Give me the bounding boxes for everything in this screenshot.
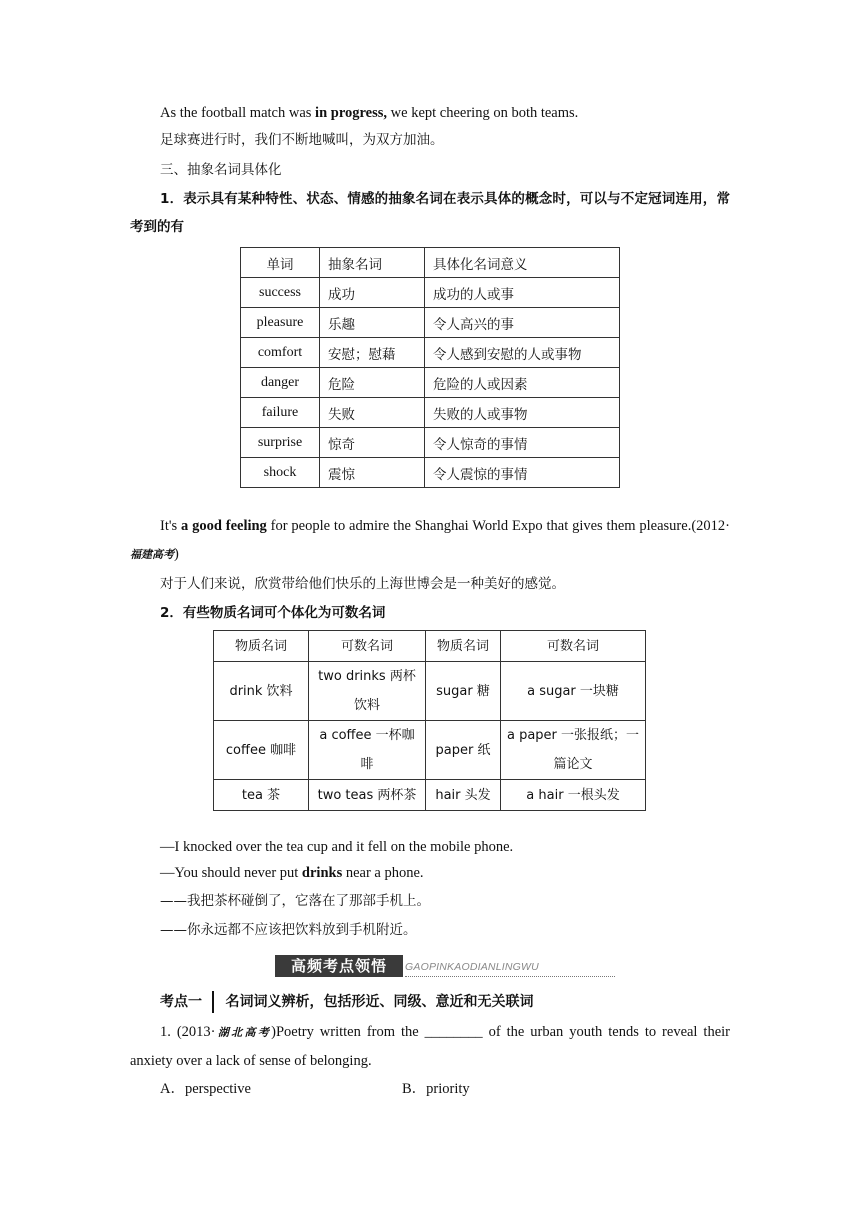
table-cell: pleasure — [241, 308, 320, 338]
abstract-noun-table — [240, 247, 620, 488]
table-cell: paper 纸 — [426, 721, 501, 780]
table-row — [241, 368, 620, 398]
text: —You should never put — [160, 865, 302, 881]
dialogue-line-4: ——你永远都不应该把饮料放到手机附近。 — [160, 922, 417, 938]
table-cell: drink 饮料 — [214, 662, 309, 721]
text: for people to admire the Shanghai World Expo that gives them pleasure.(2012· — [266, 518, 730, 534]
section-banner-pinyin: GAOPINKAODIANLINGWU — [405, 961, 539, 973]
table-row — [214, 662, 646, 721]
table-cell: shock — [241, 458, 320, 488]
table-cell: a paper 一张报纸；一篇论文 — [501, 721, 646, 780]
table-header-cell: 可数名词 — [309, 631, 426, 662]
option-b: B．priority — [402, 1081, 470, 1097]
rule-1: 1．表示具有某种特性、状态、情感的抽象名词在表示具体的概念时，可以与不定冠词连用，常考到的有 — [130, 191, 730, 235]
table-cell: 安慰；慰藉 — [320, 338, 425, 368]
option-a: A．perspective — [160, 1081, 251, 1097]
table-cell: surprise — [241, 428, 320, 458]
table-cell: a hair 一根头发 — [501, 780, 646, 811]
table-cell: 成功 — [320, 278, 425, 308]
table-cell: 令人感到安慰的人或事物 — [425, 338, 620, 368]
example-sentence-2-en — [130, 512, 730, 569]
banner-divider — [405, 976, 615, 977]
table-cell: 令人震惊的事情 — [425, 458, 620, 488]
table-cell: success — [241, 278, 320, 308]
table-row — [241, 278, 620, 308]
table-cell: a coffee 一杯咖啡 — [309, 721, 426, 780]
table-row — [241, 458, 620, 488]
table-header-cell: 具体化名词意义 — [425, 248, 620, 278]
table-cell: 失败的人或事物 — [425, 398, 620, 428]
dialogue-line-3: ——我把茶杯碰倒了，它落在了那部手机上。 — [160, 893, 430, 909]
table-cell: hair 头发 — [426, 780, 501, 811]
table-cell: 危险的人或因素 — [425, 368, 620, 398]
text: we kept cheering on both teams. — [387, 105, 579, 121]
table-header-row — [214, 631, 646, 662]
example-sentence-en — [160, 104, 578, 122]
table-cell: failure — [241, 398, 320, 428]
table-cell: 震惊 — [320, 458, 425, 488]
table-cell: 成功的人或事 — [425, 278, 620, 308]
table-cell: 危险 — [320, 368, 425, 398]
table-header-cell: 单词 — [241, 248, 320, 278]
table-header-cell: 可数名词 — [501, 631, 646, 662]
table-cell: coffee 咖啡 — [214, 721, 309, 780]
table-cell: tea 茶 — [214, 780, 309, 811]
keypoint-title: 名词词义辨析，包括形近、同级、意近和无关联词 — [225, 994, 534, 1010]
table-cell: 令人惊奇的事情 — [425, 428, 620, 458]
table-cell: two drinks 两杯饮料 — [309, 662, 426, 721]
table-row — [241, 428, 620, 458]
keypoint-label: 考点一 — [160, 994, 202, 1010]
source-label: 福建高考 — [130, 548, 174, 561]
keypoint-heading — [160, 991, 534, 1013]
table-cell: a sugar 一块糖 — [501, 662, 646, 721]
bold-word: drinks — [301, 865, 343, 881]
text: ) — [174, 546, 179, 562]
table-header-cell: 物质名词 — [426, 631, 501, 662]
bold-phrase: in progress, — [315, 105, 388, 121]
table-cell: sugar 糖 — [426, 662, 501, 721]
table-header-cell: 物质名词 — [214, 631, 309, 662]
text: As the football match was — [160, 105, 316, 121]
table-cell: 令人高兴的事 — [425, 308, 620, 338]
table-header-row — [241, 248, 620, 278]
example-sentence-zh: 足球赛进行时，我们不断地喊叫，为双方加油。 — [160, 132, 444, 148]
table-cell: two teas 两杯茶 — [309, 780, 426, 811]
table-cell: 惊奇 — [320, 428, 425, 458]
rule-2: 2．有些物质名词可个体化为可数名词 — [160, 605, 386, 621]
text: near a phone. — [342, 865, 424, 881]
table-cell: comfort — [241, 338, 320, 368]
dialogue-line-1: —I knocked over the tea cup and it fell on the mobile phone. — [160, 839, 514, 855]
bold-phrase: a good feeling — [180, 518, 267, 534]
table-cell: 失败 — [320, 398, 425, 428]
table-row — [214, 780, 646, 811]
section-banner: 高频考点领悟 — [275, 955, 403, 977]
example-sentence-2-zh: 对于人们来说，欣赏带给他们快乐的上海世博会是一种美好的感觉。 — [160, 576, 565, 592]
question-1 — [130, 1018, 730, 1075]
text: )Poetry written from the ________ of the urban youth tends to reveal their anxiety over a lack of sense of belonging. — [130, 1024, 730, 1069]
table-header-cell: 抽象名词 — [320, 248, 425, 278]
table-row — [241, 398, 620, 428]
table-cell: 乐趣 — [320, 308, 425, 338]
source-label: 湖北高考 — [215, 1026, 272, 1039]
text: It's — [160, 518, 181, 534]
keypoint-divider — [212, 991, 214, 1013]
dialogue-line-2 — [160, 864, 424, 882]
table-row — [241, 338, 620, 368]
text: 1. (2013· — [160, 1024, 216, 1040]
material-noun-table — [213, 630, 646, 811]
section-heading: 三、抽象名词具体化 — [160, 162, 282, 178]
table-cell: danger — [241, 368, 320, 398]
table-row — [241, 308, 620, 338]
table-row — [214, 721, 646, 780]
